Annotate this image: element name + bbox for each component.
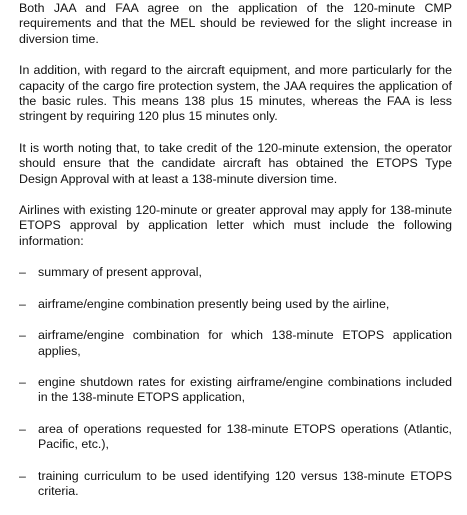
dash-marker: –	[19, 374, 26, 389]
dash-marker: –	[19, 328, 26, 343]
paragraph-cargo-fire-protection: In addition, with regard to the aircraft equipment, and more particularly for the capacity of the cargo fire protection system, the JAA requires the application of the basic rules. This means 138 plus 15 minutes, whereas the FAA is less stringent by requiring 120 plus 15 minutes only.	[19, 63, 452, 124]
list-item	[19, 375, 452, 406]
list-item	[19, 265, 452, 280]
list-item-text: summary of present approval,	[38, 265, 202, 280]
dash-marker: –	[19, 265, 26, 280]
list-item-text: airframe/engine combination presently being used by the airline,	[38, 296, 390, 311]
list-item	[19, 422, 452, 453]
list-item-text: airframe/engine combination for which 138-minute ETOPS application applies,	[38, 328, 452, 358]
dash-marker: –	[19, 468, 26, 483]
list-item	[19, 328, 452, 359]
paragraph-cmp-requirements: Both JAA and FAA agree on the application of the 120-minute CMP requirements and that the MEL should be reviewed for the slight increase in diversion time.	[19, 1, 452, 46]
document-page	[19, 1, 452, 515]
dash-marker: –	[19, 421, 26, 436]
paragraph-application-letter: Airlines with existing 120-minute or greater approval may apply for 138-minute ETOPS approval by application letter which must include the following information:	[19, 203, 452, 248]
list-item	[19, 297, 452, 312]
dash-marker: –	[19, 296, 26, 311]
information-list	[19, 265, 452, 499]
list-item-text: training curriculum to be used identifying 120 versus 138-minute ETOPS criteria.	[38, 468, 452, 498]
list-item	[19, 469, 452, 500]
list-item-text: area of operations requested for 138-minute ETOPS operations (Atlantic, Pacific, etc.),	[38, 421, 452, 452]
paragraph-type-design-approval: It is worth noting that, to take credit of the 120-minute extension, the operator should ensure that the candidate aircraft has obtained the ETOPS Type Design Approval with at least a 138-minute diversion time.	[19, 140, 452, 186]
list-item-text: engine shutdown rates for existing airframe/engine combinations included in the 138-minute ETOPS application,	[38, 374, 452, 405]
